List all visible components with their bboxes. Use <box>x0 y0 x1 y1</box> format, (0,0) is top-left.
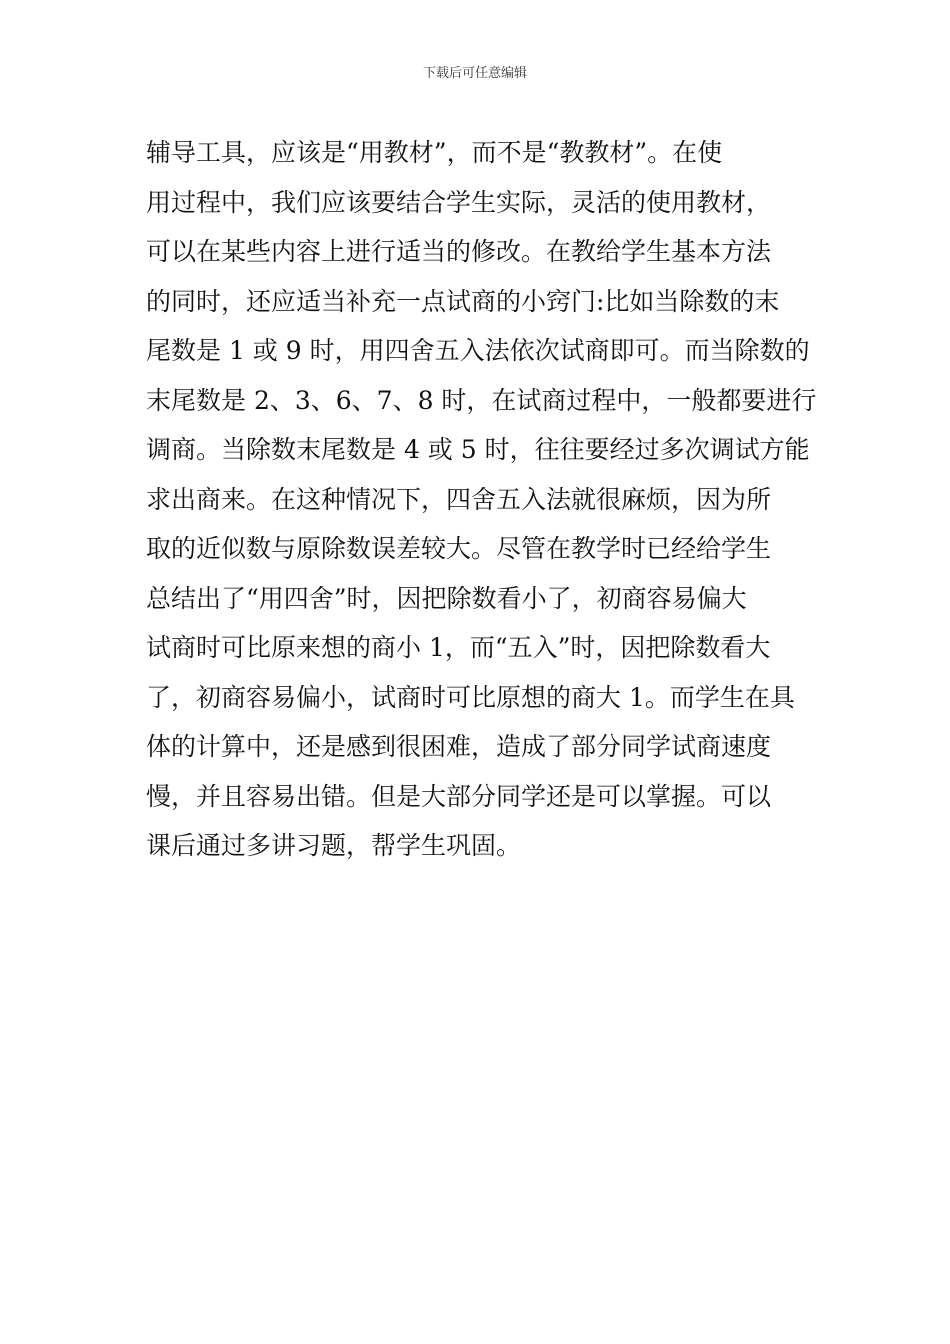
text-line: 尾数是 1 或 9 时，用四舍五入法依次试商即可。而当除数的 <box>146 336 810 365</box>
text-line: 试商时可比原来想的商小 1，而“五入”时，因把除数看大 <box>146 633 771 662</box>
text-line: 的同时，还应适当补充一点试商的小窍门:比如当除数的末 <box>146 286 780 316</box>
text-line: 慢，并且容易出错。但是大部分同学还是可以掌握。可以 <box>146 781 772 811</box>
text-line: 取的近似数与原除数误差较大。尽管在教学时已经给学生 <box>146 534 772 563</box>
text-line: 末尾数是 2、3、6、7、8 时，在试商过程中，一般都要进行 <box>146 385 817 415</box>
text-line: 用过程中，我们应该要结合学生实际，灵活的使用教材， <box>146 187 772 217</box>
text-line: 辅导工具，应该是“用教材”，而不是“教教材”。在使 <box>146 138 723 167</box>
text-line: 总结出了“用四舍”时，因把除数看小了，初商容易偏大 <box>146 583 747 613</box>
text-line: 求出商来。在这种情况下，四舍五入法就很麻烦，因为所 <box>146 484 772 514</box>
text-line: 课后通过多讲习题，帮学生巩固。 <box>146 831 522 860</box>
page-header: 下载后可任意编辑 <box>422 66 527 81</box>
text-line: 体的计算中，还是感到很困难，造成了部分同学试商速度 <box>146 732 772 761</box>
text-line: 了，初商容易偏小，试商时可比原想的商大 1。而学生在具 <box>146 682 795 712</box>
text-line: 可以在某些内容上进行适当的修改。在教给学生基本方法 <box>146 237 772 266</box>
body-paragraph <box>146 128 816 871</box>
text-line: 调商。当除数末尾数是 4 或 5 时，往往要经过多次调试方能 <box>146 435 810 464</box>
